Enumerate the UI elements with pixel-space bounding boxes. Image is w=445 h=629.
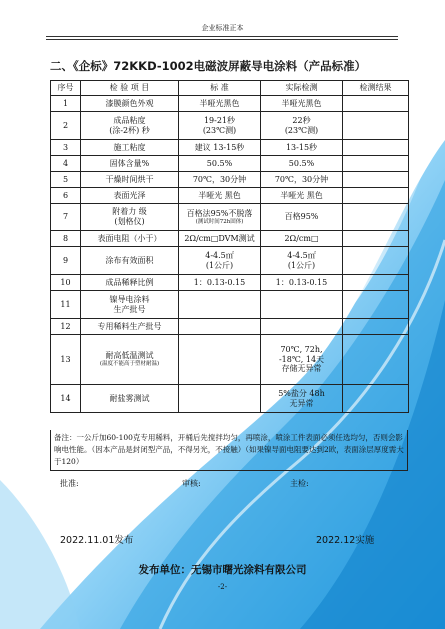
table-header-row xyxy=(51,81,409,96)
table-cell-result xyxy=(343,188,409,204)
page-header: 企业标准正本 xyxy=(201,24,244,32)
table-cell-standard xyxy=(179,335,261,385)
table-cell-item: 镍导电涂料 生产批号 xyxy=(81,291,179,319)
remarks-note: 备注：一公斤加60-100克专用稀料，开桶后先搅拌均匀，再喷涂，喷涂工件表面必须任选均匀，否则会影响电性能。（因本产品是封闭型产品，不得另光，不接触）（如果镍导面电阻要达到2欧，表面涂层厚度需大于120） xyxy=(50,430,408,471)
table-cell-standard xyxy=(179,291,261,319)
table-cell-actual: 50.5% xyxy=(261,156,343,172)
column-header: 检 验 项 目 xyxy=(81,81,179,96)
column-header: 序号 xyxy=(51,81,81,96)
table-row xyxy=(51,112,409,140)
table-cell-standard: 19-21秒 (23℃测) xyxy=(179,112,261,140)
table-cell-no: 14 xyxy=(51,385,81,413)
table-cell-actual: 百格95% xyxy=(261,204,343,231)
table-row xyxy=(51,156,409,172)
table-cell-standard: 建议 13-15秒 xyxy=(179,140,261,156)
table-cell-result xyxy=(343,385,409,413)
table-cell-item: 专用稀料生产批号 xyxy=(81,319,179,335)
publish-date: 2022.11.01发布 xyxy=(60,535,134,546)
table-cell-standard: 半哑光 黑色 xyxy=(179,188,261,204)
table-cell-actual: 70℃, 72h, -18℃, 14天 存储无异常 xyxy=(261,335,343,385)
table-cell-result xyxy=(343,96,409,112)
page-number: -2- xyxy=(217,583,228,591)
table-cell-item: 表面电阻（小于） xyxy=(81,231,179,247)
document-title: 二、《企标》72KKD-1002电磁波屏蔽导电涂料（产品标准） xyxy=(50,59,367,73)
table-cell-standard: 50.5% xyxy=(179,156,261,172)
table-row xyxy=(51,188,409,204)
table-row xyxy=(51,247,409,275)
table-cell-result xyxy=(343,140,409,156)
table-cell-item: 耐高低温测试 (温度不能高于塑材耐温) xyxy=(81,335,179,385)
column-header: 检测结果 xyxy=(343,81,409,96)
standard-note: (测试时间72h固体) xyxy=(195,218,244,225)
table-cell-item: 成品稀释比例 xyxy=(81,275,179,291)
spec-table xyxy=(50,80,409,413)
table-cell-no: 11 xyxy=(51,291,81,319)
table-row xyxy=(51,204,409,231)
table-cell-actual xyxy=(261,319,343,335)
table-cell-actual: 半哑光 黑色 xyxy=(261,188,343,204)
table-cell-actual: 13-15秒 xyxy=(261,140,343,156)
table-cell-no: 10 xyxy=(51,275,81,291)
publisher: 发布单位：无锡市曙光涂料有限公司 xyxy=(138,564,307,576)
table-cell-item: 固体含量% xyxy=(81,156,179,172)
table-cell-actual: 22秒 (23℃测) xyxy=(261,112,343,140)
table-cell-no: 1 xyxy=(51,96,81,112)
table-cell-item: 耐盐雾测试 xyxy=(81,385,179,413)
table-cell-standard: 半哑光黑色 xyxy=(179,96,261,112)
table-cell-actual xyxy=(261,291,343,319)
table-cell-actual: 5%盐分 48h 无异常 xyxy=(261,385,343,413)
table-cell-no: 6 xyxy=(51,188,81,204)
table-cell-standard xyxy=(179,319,261,335)
table-cell-standard: 4-4.5㎡ (1公斤) xyxy=(179,247,261,275)
table-cell-item: 涂布有效面积 xyxy=(81,247,179,275)
table-cell-item: 成品粘度 (涂-2杯) 秒 xyxy=(81,112,179,140)
table-cell-no: 2 xyxy=(51,112,81,140)
table-cell-result xyxy=(343,156,409,172)
header-divider-secondary xyxy=(46,39,398,40)
column-header: 实际检测 xyxy=(261,81,343,96)
table-cell-item: 干燥时间烘干 xyxy=(81,172,179,188)
table-cell-item: 施工粘度 xyxy=(81,140,179,156)
table-cell-item: 附着力 级 (划格仪) xyxy=(81,204,179,231)
table-cell-result xyxy=(343,204,409,231)
table-row xyxy=(51,291,409,319)
table-cell-no: 12 xyxy=(51,319,81,335)
table-cell-result xyxy=(343,172,409,188)
table-cell-item: 表面光泽 xyxy=(81,188,179,204)
table-cell-no: 4 xyxy=(51,156,81,172)
table-cell-result xyxy=(343,335,409,385)
table-cell-no: 9 xyxy=(51,247,81,275)
table-cell-standard: 百格法95%不脱落 (测试时间72h固体) xyxy=(179,204,261,231)
table-cell-actual: 1：0.13-0.15 xyxy=(261,275,343,291)
table-cell-no: 3 xyxy=(51,140,81,156)
table-cell-actual: 半哑光黑色 xyxy=(261,96,343,112)
table-cell-actual: 4-4.5㎡ (1公斤) xyxy=(261,247,343,275)
column-header: 标 准 xyxy=(179,81,261,96)
table-cell-no: 7 xyxy=(51,204,81,231)
table-cell-standard: 1：0.13-0.15 xyxy=(179,275,261,291)
table-cell-no: 8 xyxy=(51,231,81,247)
table-row xyxy=(51,96,409,112)
table-cell-standard xyxy=(179,385,261,413)
table-cell-no: 5 xyxy=(51,172,81,188)
item-note: (温度不能高于塑材耐温) xyxy=(99,361,160,367)
table-row xyxy=(51,275,409,291)
table-row xyxy=(51,172,409,188)
header-divider xyxy=(46,36,398,37)
reviewer-label: 审核: xyxy=(182,479,201,488)
table-cell-standard: 2Ω/cm□DVM测试 xyxy=(179,231,261,247)
table-cell-no: 13 xyxy=(51,335,81,385)
table-cell-result xyxy=(343,247,409,275)
inspector-label: 主检: xyxy=(290,479,309,488)
table-cell-result xyxy=(343,112,409,140)
table-cell-actual: 70℃，30分钟 xyxy=(261,172,343,188)
table-row xyxy=(51,140,409,156)
table-cell-item: 漆膜颜色外观 xyxy=(81,96,179,112)
approver-label: 批准: xyxy=(60,479,79,488)
table-row xyxy=(51,319,409,335)
table-cell-actual: 2Ω/cm□ xyxy=(261,231,343,247)
table-cell-standard: 70℃，30分钟 xyxy=(179,172,261,188)
table-cell-result xyxy=(343,231,409,247)
table-row xyxy=(51,231,409,247)
table-row xyxy=(51,335,409,385)
table-cell-result xyxy=(343,275,409,291)
table-cell-result xyxy=(343,291,409,319)
table-row xyxy=(51,385,409,413)
table-cell-result xyxy=(343,319,409,335)
implement-date: 2022.12实施 xyxy=(316,535,375,546)
